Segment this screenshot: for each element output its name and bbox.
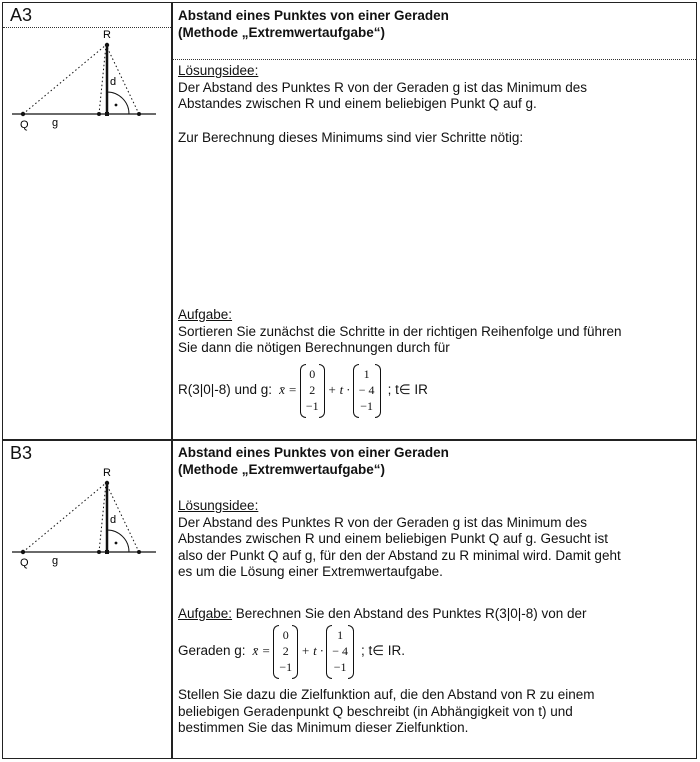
row-divider: [3, 439, 696, 441]
card-title-b3: Abstand eines Punktes von einer Geraden (Methode „Extremwertaufgabe“): [178, 445, 449, 477]
task-b3-instructions: Stellen Sie dazu die Zielfunktion auf, die den Abstand von R zu einem beliebigen Geradenpunkt Q beschreibt (in Abhängigkeit von t) und bestimmen Sie das Minimum dieser Zielfunktion.: [178, 687, 595, 735]
geometry-figure-a3: [0, 25, 168, 135]
task-b3-intro: Aufgabe: Berechnen Sie den Abstand des Punktes R(3|0|-8) von der: [178, 606, 587, 621]
column-divider: [171, 3, 173, 758]
task-a3: Aufgabe: Sortieren Sie zunächst die Schritte in der richtigen Reihenfolge und führen Sie dann die nötigen Berechnungen durch für: [178, 307, 622, 355]
svg-text:g: g: [52, 117, 59, 129]
svg-text:Q: Q: [20, 119, 29, 131]
svg-text:g: g: [52, 555, 59, 567]
support-vector: 0 2 −1: [273, 625, 298, 677]
equation-a3: R(3|0|-8) und g: x̄ = 0 2 −1 + t · 1 − 4 −1 ; t∈ IR: [178, 364, 428, 416]
svg-text:d: d: [110, 76, 117, 88]
solution-idea-a3: Lösungsidee: Der Abstand des Punktes R von der Geraden g ist das Minimum des Abstandes zwischen R und einem beliebigen Punkt Q auf g. Zur Berechnung dieses Minimums sind vier Schritte nötig:: [178, 63, 587, 145]
direction-vector: 1 − 4 −1: [326, 625, 354, 677]
card-title-a3: Abstand eines Punktes von einer Geraden (Methode „Extremwertaufgabe“): [178, 8, 449, 40]
direction-vector: 1 − 4 −1: [353, 364, 381, 416]
svg-text:Q: Q: [20, 557, 29, 569]
svg-text:R: R: [103, 467, 111, 479]
svg-text:R: R: [103, 29, 111, 41]
card-label-a3: A3: [10, 5, 33, 25]
support-vector: 0 2 −1: [300, 364, 325, 416]
solution-idea-b3: Lösungsidee: Der Abstand des Punktes R von der Geraden g ist das Minimum des Abstandes zwischen R und einem beliebigen Punkt Q auf g. Gesucht ist also der Punkt Q auf g, für den der Abstand zu R minimal wird. Damit geht es um die Lösung einer Extremwertaufgabe.: [178, 498, 621, 579]
dotted-divider-title: [172, 59, 696, 60]
card-label-b3: B3: [10, 443, 33, 463]
geometry-figure-b3: [0, 463, 168, 573]
equation-b3: Geraden g: x̄ = 0 2 −1 + t · 1 − 4 −1 ; t∈ IR.: [178, 625, 405, 677]
svg-text:d: d: [110, 514, 117, 526]
